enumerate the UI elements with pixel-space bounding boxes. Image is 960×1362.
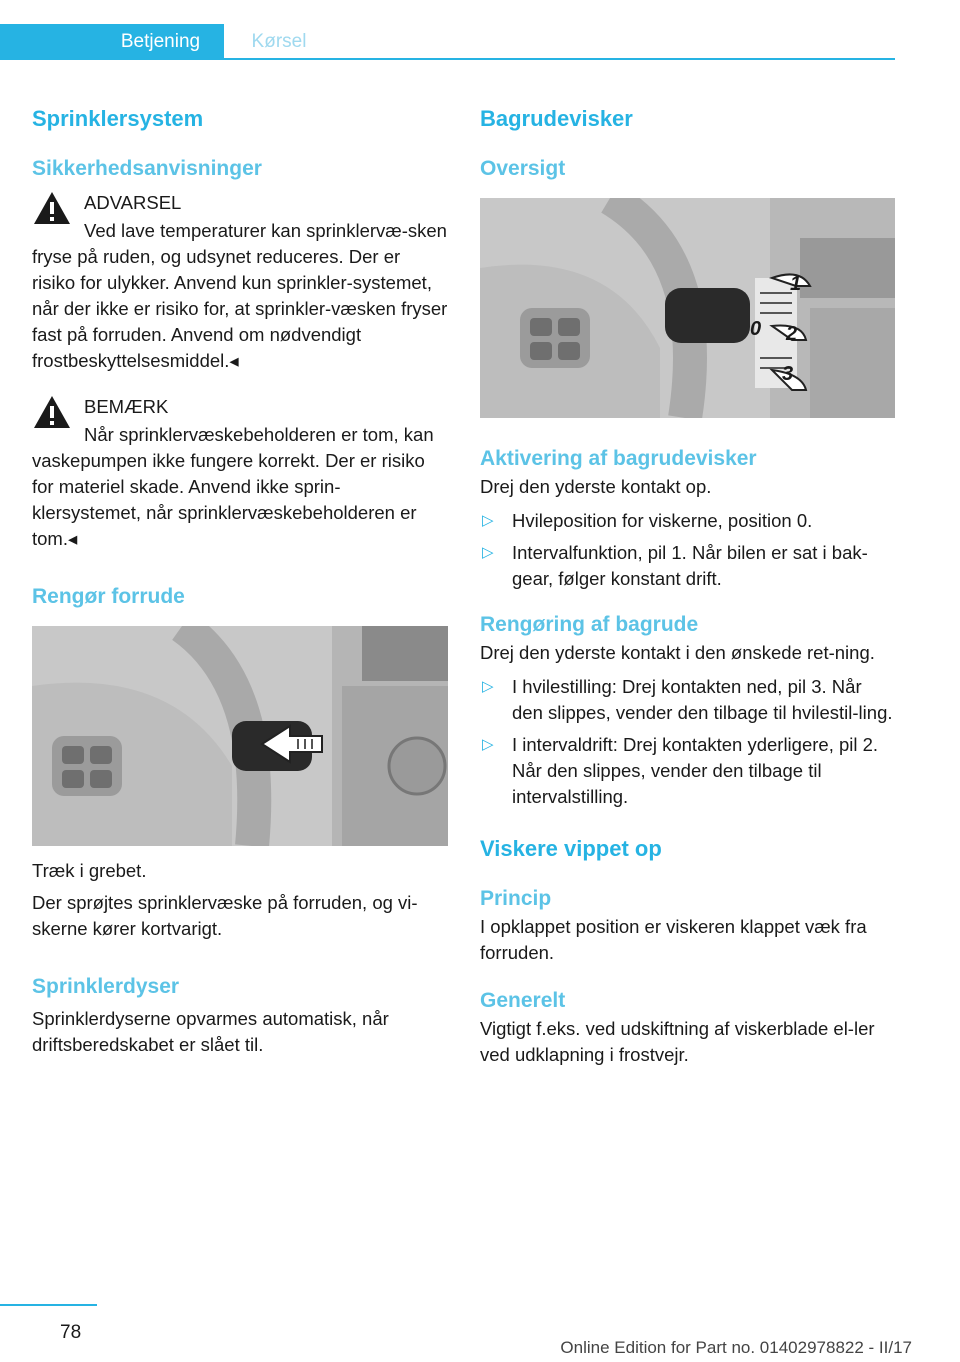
warning-triangle-icon bbox=[32, 394, 72, 430]
nozzles-text: Sprinklerdyserne opvarmes automatisk, når driftsberedskabet er slået til. bbox=[32, 1008, 389, 1055]
edition-note: Online Edition for Part no. 01402978822 - II/17 bbox=[560, 1338, 912, 1357]
clean-text-2: Der sprøjtes sprinklervæske på forruden, og vi-skerne kører kortvarigt. bbox=[32, 892, 418, 939]
triangle-bullet-icon: ▷ bbox=[482, 544, 494, 561]
heading-general: Generelt bbox=[480, 989, 566, 1012]
heading-activate-rear-wiper: Aktivering af bagrudevisker bbox=[480, 447, 757, 470]
figure-windshield-washer-stalk bbox=[32, 626, 448, 846]
section-title-wipers-folded: Viskere vippet op bbox=[480, 836, 662, 861]
tab-korsel[interactable]: Kørsel bbox=[251, 31, 307, 52]
clean-text-1: Træk i grebet. bbox=[32, 860, 147, 881]
list-item: ▷ Hvileposition for viskerne, position 0. bbox=[480, 508, 896, 534]
tab-underline bbox=[224, 58, 895, 60]
clean-rear-text: Drej den yderste kontakt i den ønskede ret-ning. bbox=[480, 642, 875, 663]
left-column bbox=[32, 100, 448, 1058]
general-text: Vigtigt f.eks. ved udskiftning af viskerblade el-ler ved udklapning i frostvejr. bbox=[480, 1018, 875, 1065]
figure-label-0: 0 bbox=[750, 318, 762, 340]
figure-rear-wiper-stalk bbox=[480, 198, 895, 418]
heading-nozzles: Sprinklerdyser bbox=[32, 975, 180, 998]
list-item: ▷ I intervaldrift: Drej kontakten yderligere, pil 2. Når den slippes, vender den tilbage til intervalstilling. bbox=[482, 734, 879, 807]
warning-box-1 bbox=[32, 190, 448, 374]
list-item: ▷ Intervalfunktion, pil 1. Når bilen er sat i bak-gear, følger konstant drift. bbox=[482, 542, 868, 589]
tab-betjening[interactable]: Betjening bbox=[97, 24, 224, 60]
chapter-tabs bbox=[0, 24, 895, 62]
section-title-sprinklersystem: Sprinklersystem bbox=[32, 106, 204, 131]
figure-label-3: 3 bbox=[782, 363, 794, 385]
triangle-bullet-icon: ▷ bbox=[482, 678, 494, 695]
footer-rule bbox=[0, 1304, 97, 1306]
heading-overview: Oversigt bbox=[480, 157, 566, 180]
page-number: 78 bbox=[60, 1322, 82, 1343]
activate-list bbox=[480, 508, 896, 592]
triangle-bullet-icon: ▷ bbox=[482, 512, 494, 529]
section-title-rear-wiper: Bagrudevisker bbox=[480, 106, 633, 131]
right-column bbox=[480, 100, 896, 1068]
warning-title-bemaerk: BEMÆRK bbox=[84, 396, 169, 417]
clean-rear-list bbox=[480, 674, 896, 810]
warning-title-advarsel: ADVARSEL bbox=[84, 192, 182, 213]
warning-text-2: Når sprinklervæskebeholderen er tom, kan vaskepumpen ikke fungere korrekt. Der er risiko for materiel skade. Anvend ikke sprin-klersystemet, når sprinklervæskebeholderen er tom.◂ bbox=[32, 424, 434, 549]
heading-clean-windshield: Rengør forrude bbox=[32, 585, 185, 608]
activate-text: Drej den yderste kontakt op. bbox=[480, 476, 712, 497]
warning-text-1: Ved lave temperaturer kan sprinklervæ-sken fryse på ruden, og udsynet reduceres. Der er risiko for ulykker. Anvend kun sprinkler-systemet, når der ikke er risiko for, at sprinkler-væsken fryser fast på forruden. Anvend om nødvendigt frostbeskyttelsesmiddel.◂ bbox=[32, 220, 448, 371]
list-item: ▷ I hvilestilling: Drej kontakten ned, pil 3. Når den slippes, vender den tilbage til hvilestil-ling. bbox=[482, 676, 893, 723]
warning-triangle-icon bbox=[32, 190, 72, 226]
figure-label-2: 2 bbox=[786, 323, 798, 345]
triangle-bullet-icon: ▷ bbox=[482, 736, 494, 753]
heading-principle: Princip bbox=[480, 887, 552, 910]
warning-box-2 bbox=[32, 394, 448, 552]
heading-safety: Sikkerhedsanvisninger bbox=[32, 157, 262, 180]
heading-clean-rear-window: Rengøring af bagrude bbox=[480, 613, 699, 636]
tab-lead-bar bbox=[0, 24, 97, 60]
figure-label-1: 1 bbox=[790, 273, 802, 295]
principle-text: I opklappet position er viskeren klappet væk fra forruden. bbox=[480, 916, 867, 963]
